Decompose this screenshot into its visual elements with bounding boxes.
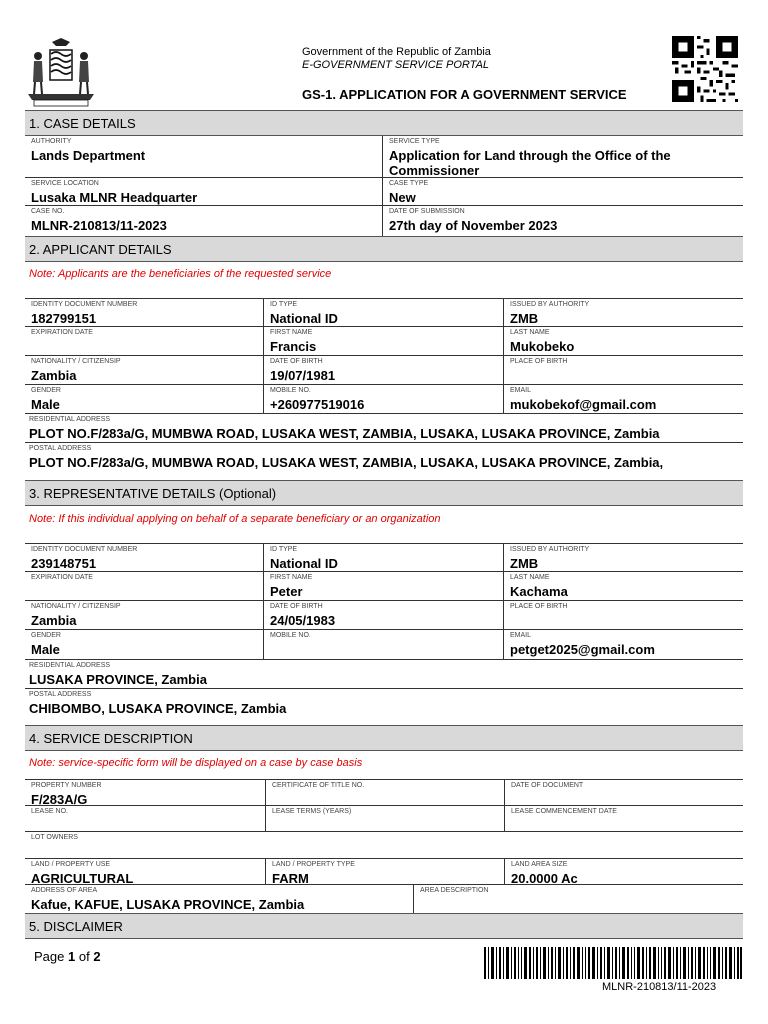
service-row-2: LEASE NO. LEASE TERMS (YEARS) LEASE COMMENCEMENT DATE xyxy=(25,806,743,832)
land-use-value: AGRICULTURAL xyxy=(31,871,134,886)
applicant-row-3: NATIONALITY / CITIZENSIP Zambia DATE OF BIRTH 19/07/1981 PLACE OF BIRTH xyxy=(25,356,743,385)
case-row-3: CASE NO. MLNR-210813/11-2023 DATE OF SUBMISSION 27th day of November 2023 xyxy=(25,206,743,236)
coat-of-arms-icon xyxy=(24,36,98,108)
representative-dob: 24/05/1983 xyxy=(270,613,336,628)
case-row-2: SERVICE LOCATION Lusaka MLNR Headquarter CASE TYPE New xyxy=(25,178,743,206)
representative-row-4: GENDER Male MOBILE NO. EMAIL petget2025@gmail.com xyxy=(25,630,743,660)
applicant-first-name: Francis xyxy=(270,339,317,354)
authority-value: Lands Department xyxy=(31,148,146,163)
service-row-1: PROPERTY NUMBER F/283A/G CERTIFICATE OF TITLE NO. DATE OF DOCUMENT xyxy=(25,780,743,806)
case-no-value: MLNR-210813/11-2023 xyxy=(31,218,167,233)
section-applicant-details: 2. APPLICANT DETAILS xyxy=(25,236,743,262)
submission-date-value: 27th day of November 2023 xyxy=(389,218,558,233)
lot-owners-row: LOT OWNERS xyxy=(25,832,743,859)
service-location-value: Lusaka MLNR Headquarter xyxy=(31,190,198,205)
service-note: Note: service-specific form will be displayed on a case by case basis xyxy=(29,757,363,769)
representative-row-1: IDENTITY DOCUMENT NUMBER 239148751 ID TYPE National ID ISSUED BY AUTHORITY ZMB xyxy=(25,544,743,572)
applicant-residential-row: RESIDENTIAL ADDRESS PLOT NO.F/283a/G, MUMBWA ROAD, LUSAKA WEST, ZAMBIA, LUSAKA, LUSAKA PROVINCE, Zambia xyxy=(25,414,743,443)
representative-postal-row: POSTAL ADDRESS CHIBOMBO, LUSAKA PROVINCE, Zambia xyxy=(29,691,287,716)
applicant-gender: Male xyxy=(31,397,60,412)
representative-note: Note: If this individual applying on behalf of a separate beneficiary or an organization xyxy=(29,513,441,525)
page-number: 1 xyxy=(68,949,76,964)
representative-issued-by: ZMB xyxy=(510,556,539,571)
applicant-row-1: IDENTITY DOCUMENT NUMBER 182799151 ID TYPE National ID ISSUED BY AUTHORITY ZMB xyxy=(25,299,743,327)
applicant-row-2: EXPIRATION DATE FIRST NAME Francis LAST NAME Mukobeko xyxy=(25,327,743,356)
representative-gender: Male xyxy=(31,642,60,657)
applicant-postal-row: POSTAL ADDRESS PLOT NO.F/283a/G, MUMBWA ROAD, LUSAKA WEST, ZAMBIA, LUSAKA, LUSAKA PROVINCE, Zambia, xyxy=(29,445,664,470)
land-type-value: FARM xyxy=(272,871,309,886)
representative-residential-address: LUSAKA PROVINCE, Zambia xyxy=(29,672,207,687)
representative-row-3: NATIONALITY / CITIZENSIP Zambia DATE OF BIRTH 24/05/1983 PLACE OF BIRTH xyxy=(25,601,743,630)
representative-postal-address: CHIBOMBO, LUSAKA PROVINCE, Zambia xyxy=(29,701,287,716)
applicant-row-4: GENDER Male MOBILE NO. +260977519016 EMAIL mukobekof@gmail.com xyxy=(25,385,743,414)
applicant-mobile: +260977519016 xyxy=(270,397,365,412)
section-disclaimer: 5. DISCLAIMER xyxy=(25,913,743,939)
applicant-dob: 19/07/1981 xyxy=(270,368,336,383)
applicant-id-number: 182799151 xyxy=(31,311,97,326)
form-title: GS-1. APPLICATION FOR A GOVERNMENT SERVICE xyxy=(302,87,627,102)
representative-first-name: Peter xyxy=(270,584,303,599)
representative-last-name: Kachama xyxy=(510,584,568,599)
land-area-value: 20.0000 Ac xyxy=(511,871,578,886)
section-case-details: 1. CASE DETAILS xyxy=(25,110,743,136)
barcode-number: MLNR-210813/11-2023 xyxy=(602,981,717,993)
area-address-value: Kafue, KAFUE, LUSAKA PROVINCE, Zambia xyxy=(31,897,305,912)
applicant-issued-by: ZMB xyxy=(510,311,539,326)
section-representative-details: 3. REPRESENTATIVE DETAILS (Optional) xyxy=(25,480,743,506)
applicant-postal-address: PLOT NO.F/283a/G, MUMBWA ROAD, LUSAKA WEST, ZAMBIA, LUSAKA, LUSAKA PROVINCE, Zambia, xyxy=(29,455,664,470)
applicant-nationality: Zambia xyxy=(31,368,77,383)
government-line: Government of the Republic of Zambia xyxy=(302,46,491,58)
property-number-value: F/283A/G xyxy=(31,792,88,807)
representative-nationality: Zambia xyxy=(31,613,77,628)
representative-residential-row: RESIDENTIAL ADDRESS LUSAKA PROVINCE, Zambia xyxy=(25,660,743,689)
case-row-1: AUTHORITY Lands Department SERVICE TYPE Application for Land through the Office of the Commissioner xyxy=(25,136,743,178)
applicant-last-name: Mukobeko xyxy=(510,339,575,354)
case-type-value: New xyxy=(389,190,416,205)
page-total: 2 xyxy=(93,949,101,964)
applicant-note: Note: Applicants are the beneficiaries of the requested service xyxy=(29,268,332,280)
representative-id-number: 239148751 xyxy=(31,556,97,571)
applicant-email: mukobekof@gmail.com xyxy=(510,397,657,412)
section-service-description: 4. SERVICE DESCRIPTION xyxy=(25,725,743,751)
page-indicator: Page 1 of 2 xyxy=(34,949,101,964)
applicant-residential-address: PLOT NO.F/283a/G, MUMBWA ROAD, LUSAKA WEST, ZAMBIA, LUSAKA, LUSAKA PROVINCE, Zambia xyxy=(29,426,660,441)
barcode-icon xyxy=(484,947,742,979)
service-row-4: ADDRESS OF AREA Kafue, KAFUE, LUSAKA PROVINCE, Zambia AREA DESCRIPTION xyxy=(25,885,743,913)
qr-code-icon xyxy=(670,36,740,102)
portal-line: E-GOVERNMENT SERVICE PORTAL xyxy=(302,59,490,71)
service-row-3: LAND / PROPERTY USE AGRICULTURAL LAND / PROPERTY TYPE FARM LAND AREA SIZE 20.0000 Ac xyxy=(25,859,743,885)
applicant-id-type: National ID xyxy=(270,311,338,326)
representative-row-2: EXPIRATION DATE FIRST NAME Peter LAST NAME Kachama xyxy=(25,572,743,601)
representative-id-type: National ID xyxy=(270,556,338,571)
service-type-value: Application for Land through the Office of the Commissioner xyxy=(389,148,671,178)
representative-email: petget2025@gmail.com xyxy=(510,642,655,657)
